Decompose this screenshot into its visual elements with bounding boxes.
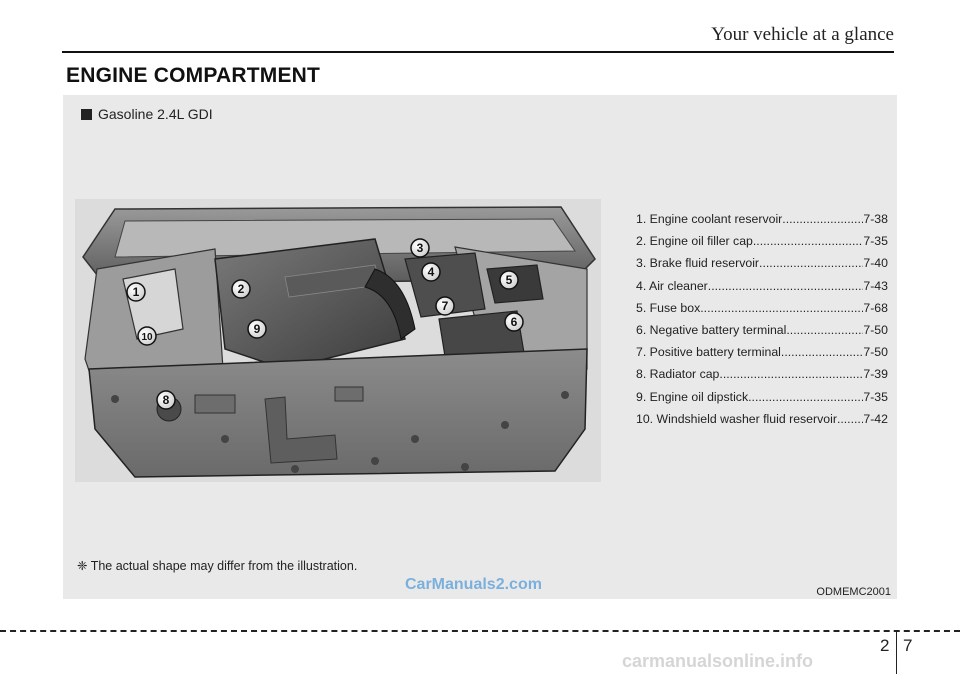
parts-list-item: 7. Positive battery terminal ..... 7-50 (636, 341, 888, 363)
callout-3-label: 3 (416, 241, 424, 255)
engine-variant-label: Gasoline 2.4L GDI (98, 106, 213, 122)
engine-compartment-panel (63, 95, 897, 599)
callout-5 (500, 271, 518, 289)
page-number: 7 (903, 636, 913, 655)
illustration-note: ❈ The actual shape may differ from the illustration. (77, 559, 358, 573)
engine-variant (81, 106, 213, 122)
image-reference-code: ODMEMC2001 (816, 586, 891, 598)
parts-list-item: 10. Windshield washer fluid reservoir ..... 7-42 (636, 408, 888, 430)
parts-list-item: 2. Engine oil filler cap ..... 7-35 (636, 230, 888, 252)
parts-list-item: 5. Fuse box ..... 7-68 (636, 297, 888, 319)
callout-10-label: 10 (141, 332, 153, 343)
footer-watermark: carmanualsonline.info (622, 651, 814, 671)
callout-9 (248, 320, 266, 338)
section-title: ENGINE COMPARTMENT (66, 64, 321, 87)
callout-5-label: 5 (505, 273, 513, 287)
callout-7 (436, 297, 454, 315)
parts-list-item: 8. Radiator cap ..... 7-39 (636, 363, 888, 385)
parts-list-item: 4. Air cleaner ..... 7-43 (636, 275, 888, 297)
callout-2-label: 2 (237, 282, 245, 296)
parts-list-item: 3. Brake fluid reservoir ..... 7-40 (636, 252, 888, 274)
watermark-logo: CarManuals2.com (405, 576, 542, 593)
callout-10 (138, 327, 156, 345)
header-divider (62, 51, 894, 53)
callout-9-label: 9 (253, 322, 261, 336)
footer-divider (0, 630, 960, 632)
callout-3 (411, 239, 429, 257)
callout-8-label: 8 (162, 393, 170, 407)
parts-list-item: 1. Engine coolant reservoir ..... 7-38 (636, 208, 888, 230)
callout-4-label: 4 (427, 265, 435, 279)
callout-6-label: 6 (510, 315, 518, 329)
callout-2 (232, 280, 250, 298)
header-title: Your vehicle at a glance (711, 24, 894, 45)
parts-list-item: 9. Engine oil dipstick ..... 7-35 (636, 386, 888, 408)
callout-4 (422, 263, 440, 281)
callout-8 (157, 391, 175, 409)
engine-bay-illustration (75, 199, 601, 482)
callout-1 (127, 283, 145, 301)
parts-list-item: 6. Negative battery terminal ..... 7-50 (636, 319, 888, 341)
callout-7-label: 7 (441, 299, 449, 313)
parts-list (636, 208, 888, 430)
callout-6 (505, 313, 523, 331)
callout-1-label: 1 (132, 285, 140, 299)
chapter-number: 2 (880, 636, 890, 655)
page-number-separator (896, 632, 897, 674)
square-bullet-icon (81, 109, 92, 120)
